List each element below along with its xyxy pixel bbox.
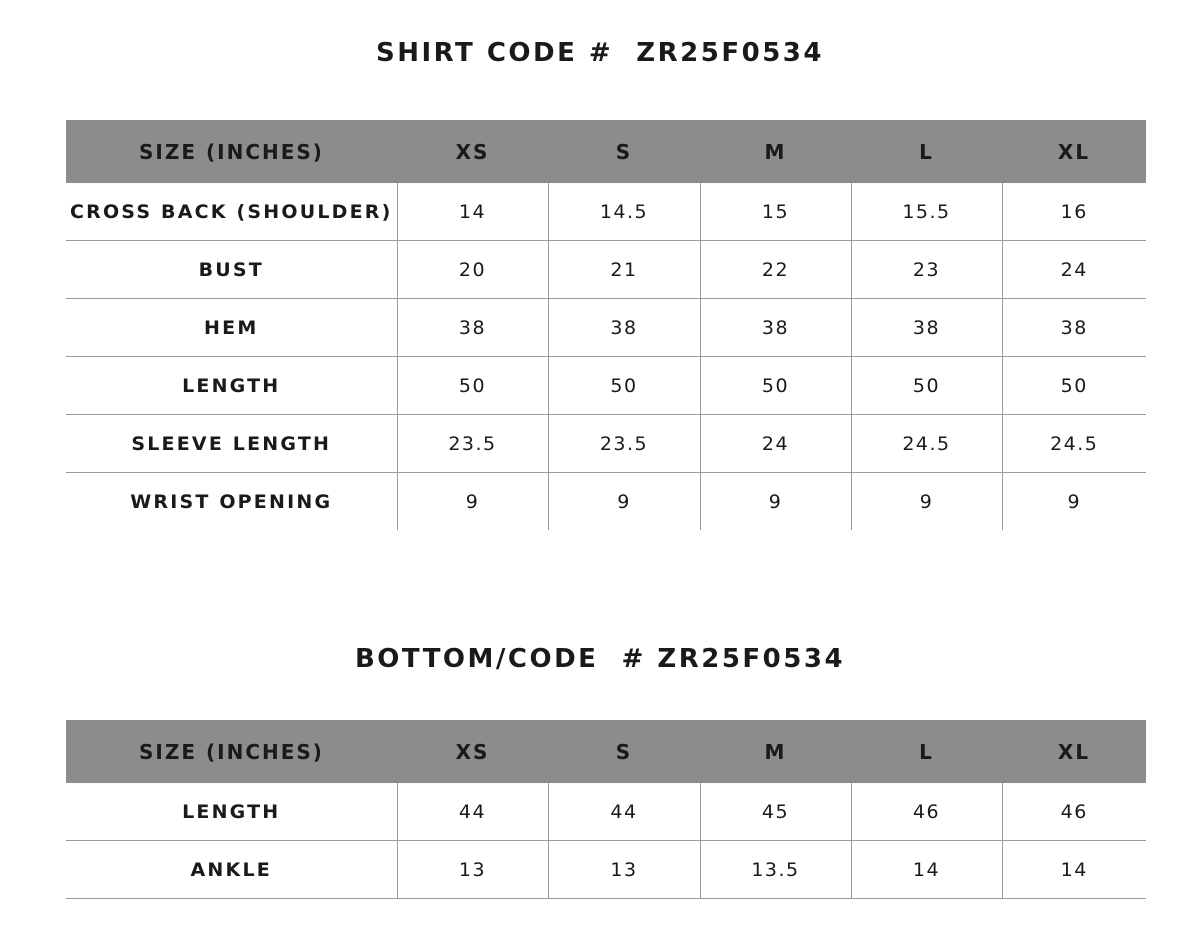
shirt-code-title: SHIRT CODE # ZR25F0534: [376, 38, 824, 68]
table-row: [66, 415, 1146, 473]
table-cell: 15: [700, 183, 851, 241]
table-cell: 15.5: [851, 183, 1002, 241]
table-cell: 24: [700, 415, 851, 473]
table-cell: 16: [1002, 183, 1146, 241]
table-cell: 23: [851, 241, 1002, 299]
table-row: [66, 241, 1146, 299]
row-label: LENGTH: [66, 783, 397, 841]
table-row: [66, 473, 1146, 531]
bottom-code-title: BOTTOM/CODE # ZR25F0534: [354, 644, 846, 674]
table-cell: 38: [1002, 299, 1146, 357]
table-header-row: [66, 120, 1146, 183]
table-cell: 20: [397, 241, 548, 299]
table-cell: 13: [548, 841, 700, 899]
row-label: CROSS BACK (SHOULDER): [66, 183, 397, 241]
row-label: ANKLE: [66, 841, 397, 899]
table-cell: 38: [700, 299, 851, 357]
table-cell: 9: [851, 473, 1002, 531]
header-size-inches: SIZE (INCHES): [66, 120, 397, 183]
header-size-s: S: [548, 120, 700, 183]
table-cell: 44: [397, 783, 548, 841]
header-size-m: M: [700, 720, 851, 783]
table-cell: 14.5: [548, 183, 700, 241]
header-size-xs: XS: [397, 720, 548, 783]
header-size-inches: SIZE (INCHES): [66, 720, 397, 783]
table-cell: 14: [1002, 841, 1146, 899]
table-cell: 14: [851, 841, 1002, 899]
table-cell: 9: [700, 473, 851, 531]
table-cell: 50: [851, 357, 1002, 415]
row-label: WRIST OPENING: [130, 490, 333, 513]
table-cell: 14: [397, 183, 548, 241]
table-cell: 50: [548, 357, 700, 415]
table-cell: 38: [548, 299, 700, 357]
header-size-l: L: [851, 720, 1002, 783]
table-cell: 46: [1002, 783, 1146, 841]
table-cell: 38: [851, 299, 1002, 357]
table-cell: 23.5: [548, 415, 700, 473]
shirt-size-table: [66, 120, 1146, 530]
table-cell: 13.5: [700, 841, 851, 899]
table-cell: 50: [700, 357, 851, 415]
table-cell: 9: [397, 473, 548, 531]
bottom-size-table: [66, 720, 1146, 899]
table-cell: 24: [1002, 241, 1146, 299]
table-cell: 22: [700, 241, 851, 299]
table-cell: 45: [700, 783, 851, 841]
header-size-xs: XS: [397, 120, 548, 183]
table-header-row: [66, 720, 1146, 783]
table-cell: 46: [851, 783, 1002, 841]
table-cell: 23.5: [397, 415, 548, 473]
table-cell: 21: [548, 241, 700, 299]
table-cell: 13: [397, 841, 548, 899]
table-cell: 50: [1002, 357, 1146, 415]
table-row: [66, 299, 1146, 357]
header-size-s: S: [548, 720, 700, 783]
row-label: HEM: [66, 299, 397, 357]
header-size-l: L: [851, 120, 1002, 183]
table-cell: 38: [397, 299, 548, 357]
row-label: SLEEVE LENGTH: [66, 415, 397, 473]
table-cell: 50: [397, 357, 548, 415]
row-label: LENGTH: [66, 357, 397, 415]
table-cell: 9: [548, 473, 700, 531]
table-cell: 44: [548, 783, 700, 841]
table-cell: 24.5: [1002, 415, 1146, 473]
table-cell: 24.5: [851, 415, 1002, 473]
header-size-xl: XL: [1002, 120, 1146, 183]
header-size-xl: XL: [1002, 720, 1146, 783]
table-row: [66, 841, 1146, 899]
table-row: [66, 183, 1146, 241]
table-row: [66, 783, 1146, 841]
table-row: [66, 357, 1146, 415]
row-label: BUST: [66, 241, 397, 299]
table-cell: 9: [1002, 473, 1146, 531]
header-size-m: M: [700, 120, 851, 183]
